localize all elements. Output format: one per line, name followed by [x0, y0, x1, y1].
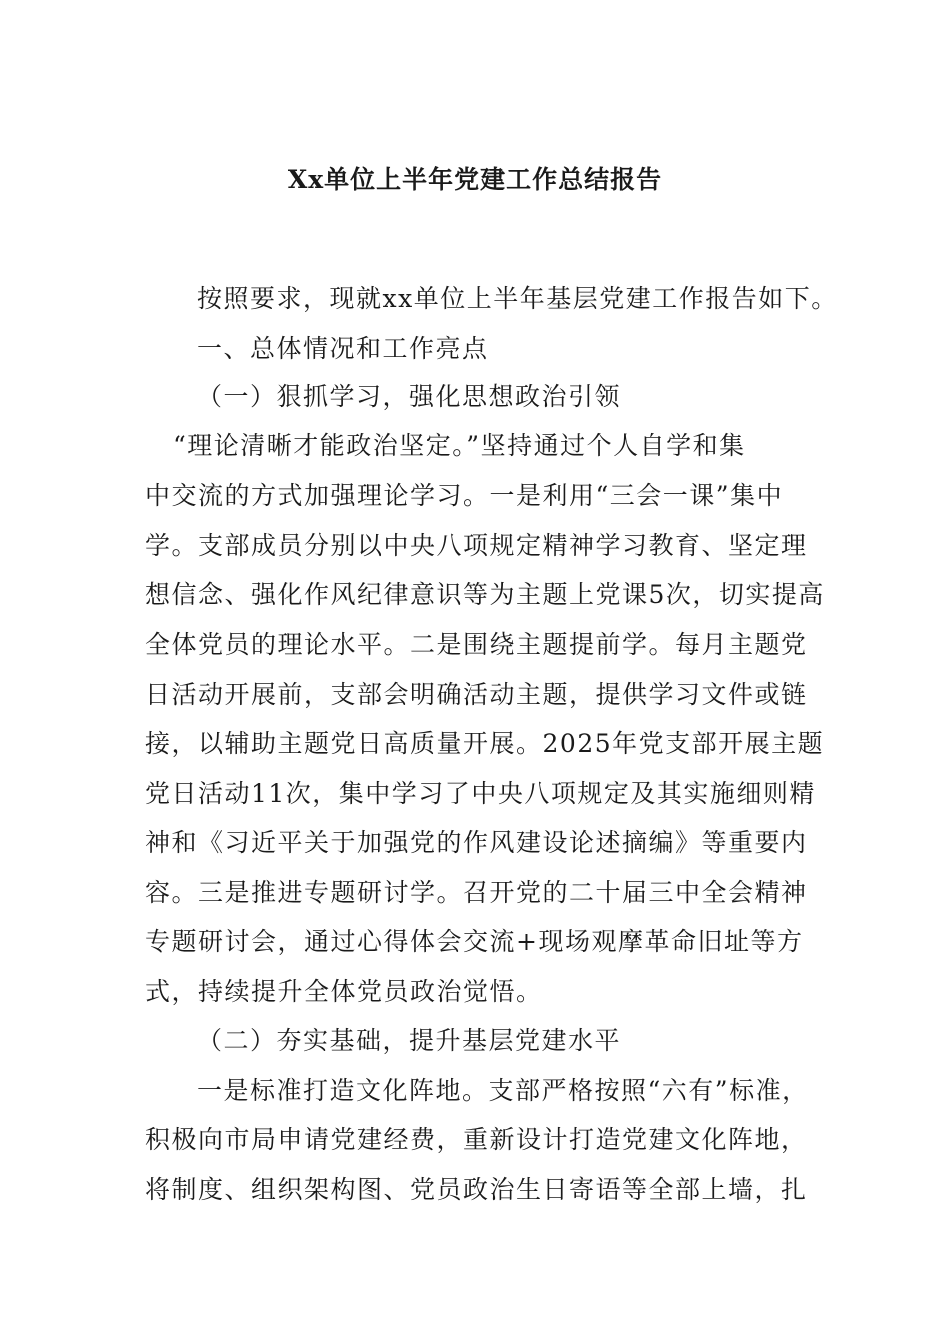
paragraph-line: “理论清晰才能政治坚定。”坚持通过个人自学和集 [173, 431, 746, 460]
paragraph-line: 想信念、强化作风纪律意识等为主题上党课5次，切实提高 [145, 580, 825, 609]
section-heading: 一、总体情况和工作亮点 [197, 334, 489, 363]
paragraph-line: 神和《习近平关于加强党的作风建设论述摘编》等重要内 [145, 828, 808, 857]
paragraph-line: 接，以辅助主题党日高质量开展。2025年党支部开展主题 [145, 729, 825, 758]
paragraph-line: 积极向市局申请党建经费，重新设计打造党建文化阵地， [145, 1125, 808, 1154]
subsection-heading: （二）夯实基础，提升基层党建水平 [197, 1026, 622, 1055]
paragraph-line: 容。三是推进专题研讨学。召开党的二十届三中全会精神 [145, 878, 808, 907]
paragraph-line: 专题研讨会，通过心得体会交流+现场观摩革命旧址等方 [145, 927, 804, 956]
document-title: Xx单位上半年党建工作总结报告 [287, 165, 663, 194]
paragraph-line: 将制度、组织架构图、党员政治生日寄语等全部上墙，扎 [145, 1175, 808, 1204]
paragraph-line: 学。支部成员分别以中央八项规定精神学习教育、坚定理 [145, 531, 808, 560]
paragraph-line: 中交流的方式加强理论学习。一是利用“三会一课”集中 [145, 481, 784, 510]
paragraph-line: 式，持续提升全体党员政治觉悟。 [145, 977, 543, 1006]
paragraph-line: 全体党员的理论水平。二是围绕主题提前学。每月主题党 [145, 630, 808, 659]
subsection-heading: （一）狠抓学习，强化思想政治引领 [197, 382, 622, 411]
paragraph-line: 日活动开展前，支部会明确活动主题，提供学习文件或链 [145, 680, 808, 709]
paragraph-line: 党日活动11次，集中学习了中央八项规定及其实施细则精 [145, 779, 816, 808]
paragraph-line: 按照要求，现就xx单位上半年基层党建工作报告如下。 [197, 284, 838, 313]
paragraph-line: 一是标准打造文化阵地。支部严格按照“六有”标准， [197, 1076, 809, 1105]
